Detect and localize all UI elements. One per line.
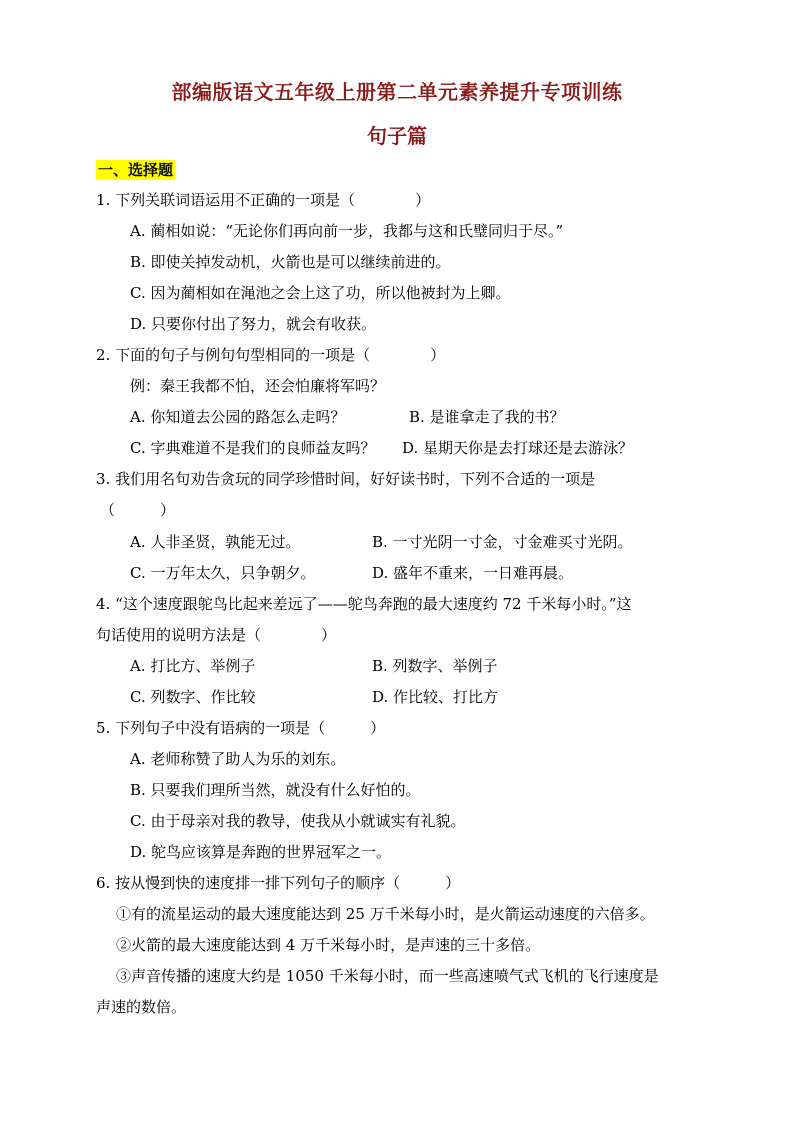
question-3-answer-paren: （ ）: [100, 501, 176, 519]
question-6-sentence-3: ③声音传播的速度大约是 1050 千米每小时，而一些高速喷气式飞机的飞行速度是: [116, 967, 659, 985]
question-2-option-b: B. 是谁拿走了我的书？: [409, 408, 565, 426]
question-3-option-a: A. 人非圣贤，孰能无过。: [130, 533, 301, 551]
question-4-option-c: C. 列数字、作比较: [130, 688, 256, 706]
question-2-option-d: D. 星期天你是去打球还是去游泳？: [402, 439, 634, 457]
question-1-option-a: A. 蔺相如说：“无论你们再向前一步，我都与这和氏璧同归于尽。”: [130, 222, 564, 240]
question-5-option-b: B. 只要我们理所当然，就没有什么好怕的。: [130, 781, 421, 799]
question-6-stem: 6. 按从慢到快的速度排一排下列句子的顺序（ ）: [96, 874, 461, 892]
question-5-stem: 5. 下列句子中没有语病的一项是（ ）: [96, 719, 386, 737]
question-5-option-c: C. 由于母亲对我的教导，使我从小就诚实有礼貌。: [130, 812, 466, 830]
question-1-stem: 1. 下列关联词语运用不正确的一项是（ ）: [96, 191, 431, 209]
question-2-option-a: A. 你知道去公园的路怎么走吗？: [130, 408, 346, 426]
question-6-sentence-1: ①有的流星运动的最大速度能达到 25 万千米每小时，是火箭运动速度的六倍多。: [116, 905, 655, 923]
question-2-example: 例：秦王我都不怕，还会怕廉将军吗？: [130, 377, 386, 395]
question-3-option-b: B. 一寸光阴一寸金，寸金难买寸光阴。: [372, 533, 633, 551]
document-subtitle: 句子篇: [367, 124, 427, 148]
question-4-option-a: A. 打比方、举例子: [130, 657, 256, 675]
question-6-sentence-2: ②火箭的最大速度能达到 4 万千米每小时，是声速的三十多倍。: [116, 936, 541, 954]
question-1-option-c: C. 因为蔺相如在渑池之会上这了功，所以他被封为上卿。: [130, 284, 511, 302]
document-title: 部编版语文五年级上册第二单元素养提升专项训练: [171, 80, 623, 104]
question-3-option-c: C. 一万年太久，只争朝夕。: [130, 564, 316, 582]
question-4-option-b: B. 列数字、举例子: [372, 657, 498, 675]
question-4-option-d: D. 作比较、打比方: [372, 688, 499, 706]
section-heading: 一、选择题: [98, 161, 174, 179]
question-6-sentence-3-continued: 声速的数倍。: [96, 998, 187, 1016]
question-3-option-d: D. 盛年不重来，一日难再晨。: [372, 564, 574, 582]
question-2-option-c: C. 字典难道不是我们的良师益友吗？: [130, 439, 376, 457]
question-2-stem: 2. 下面的句子与例句句型相同的一项是（ ）: [96, 346, 446, 364]
question-5-option-d: D. 鸵鸟应该算是奔跑的世界冠军之一。: [130, 843, 392, 861]
question-4-stem-continued: 句话使用的说明方法是（ ）: [96, 626, 337, 644]
question-1-option-d: D. 只要你付出了努力，就会有收获。: [130, 315, 377, 333]
question-3-stem: 3. 我们用名句劝告贪玩的同学珍惜时间，好好读书时，下列不合适的一项是: [96, 470, 596, 488]
question-4-stem: 4. “这个速度跟鸵鸟比起来差远了——鸵鸟奔跑的最大速度约 72 千米每小时。”这: [96, 595, 632, 613]
question-5-option-a: A. 老师称赞了助人为乐的刘东。: [130, 750, 346, 768]
question-1-option-b: B. 即使关掉发动机，火箭也是可以继续前进的。: [130, 253, 451, 271]
